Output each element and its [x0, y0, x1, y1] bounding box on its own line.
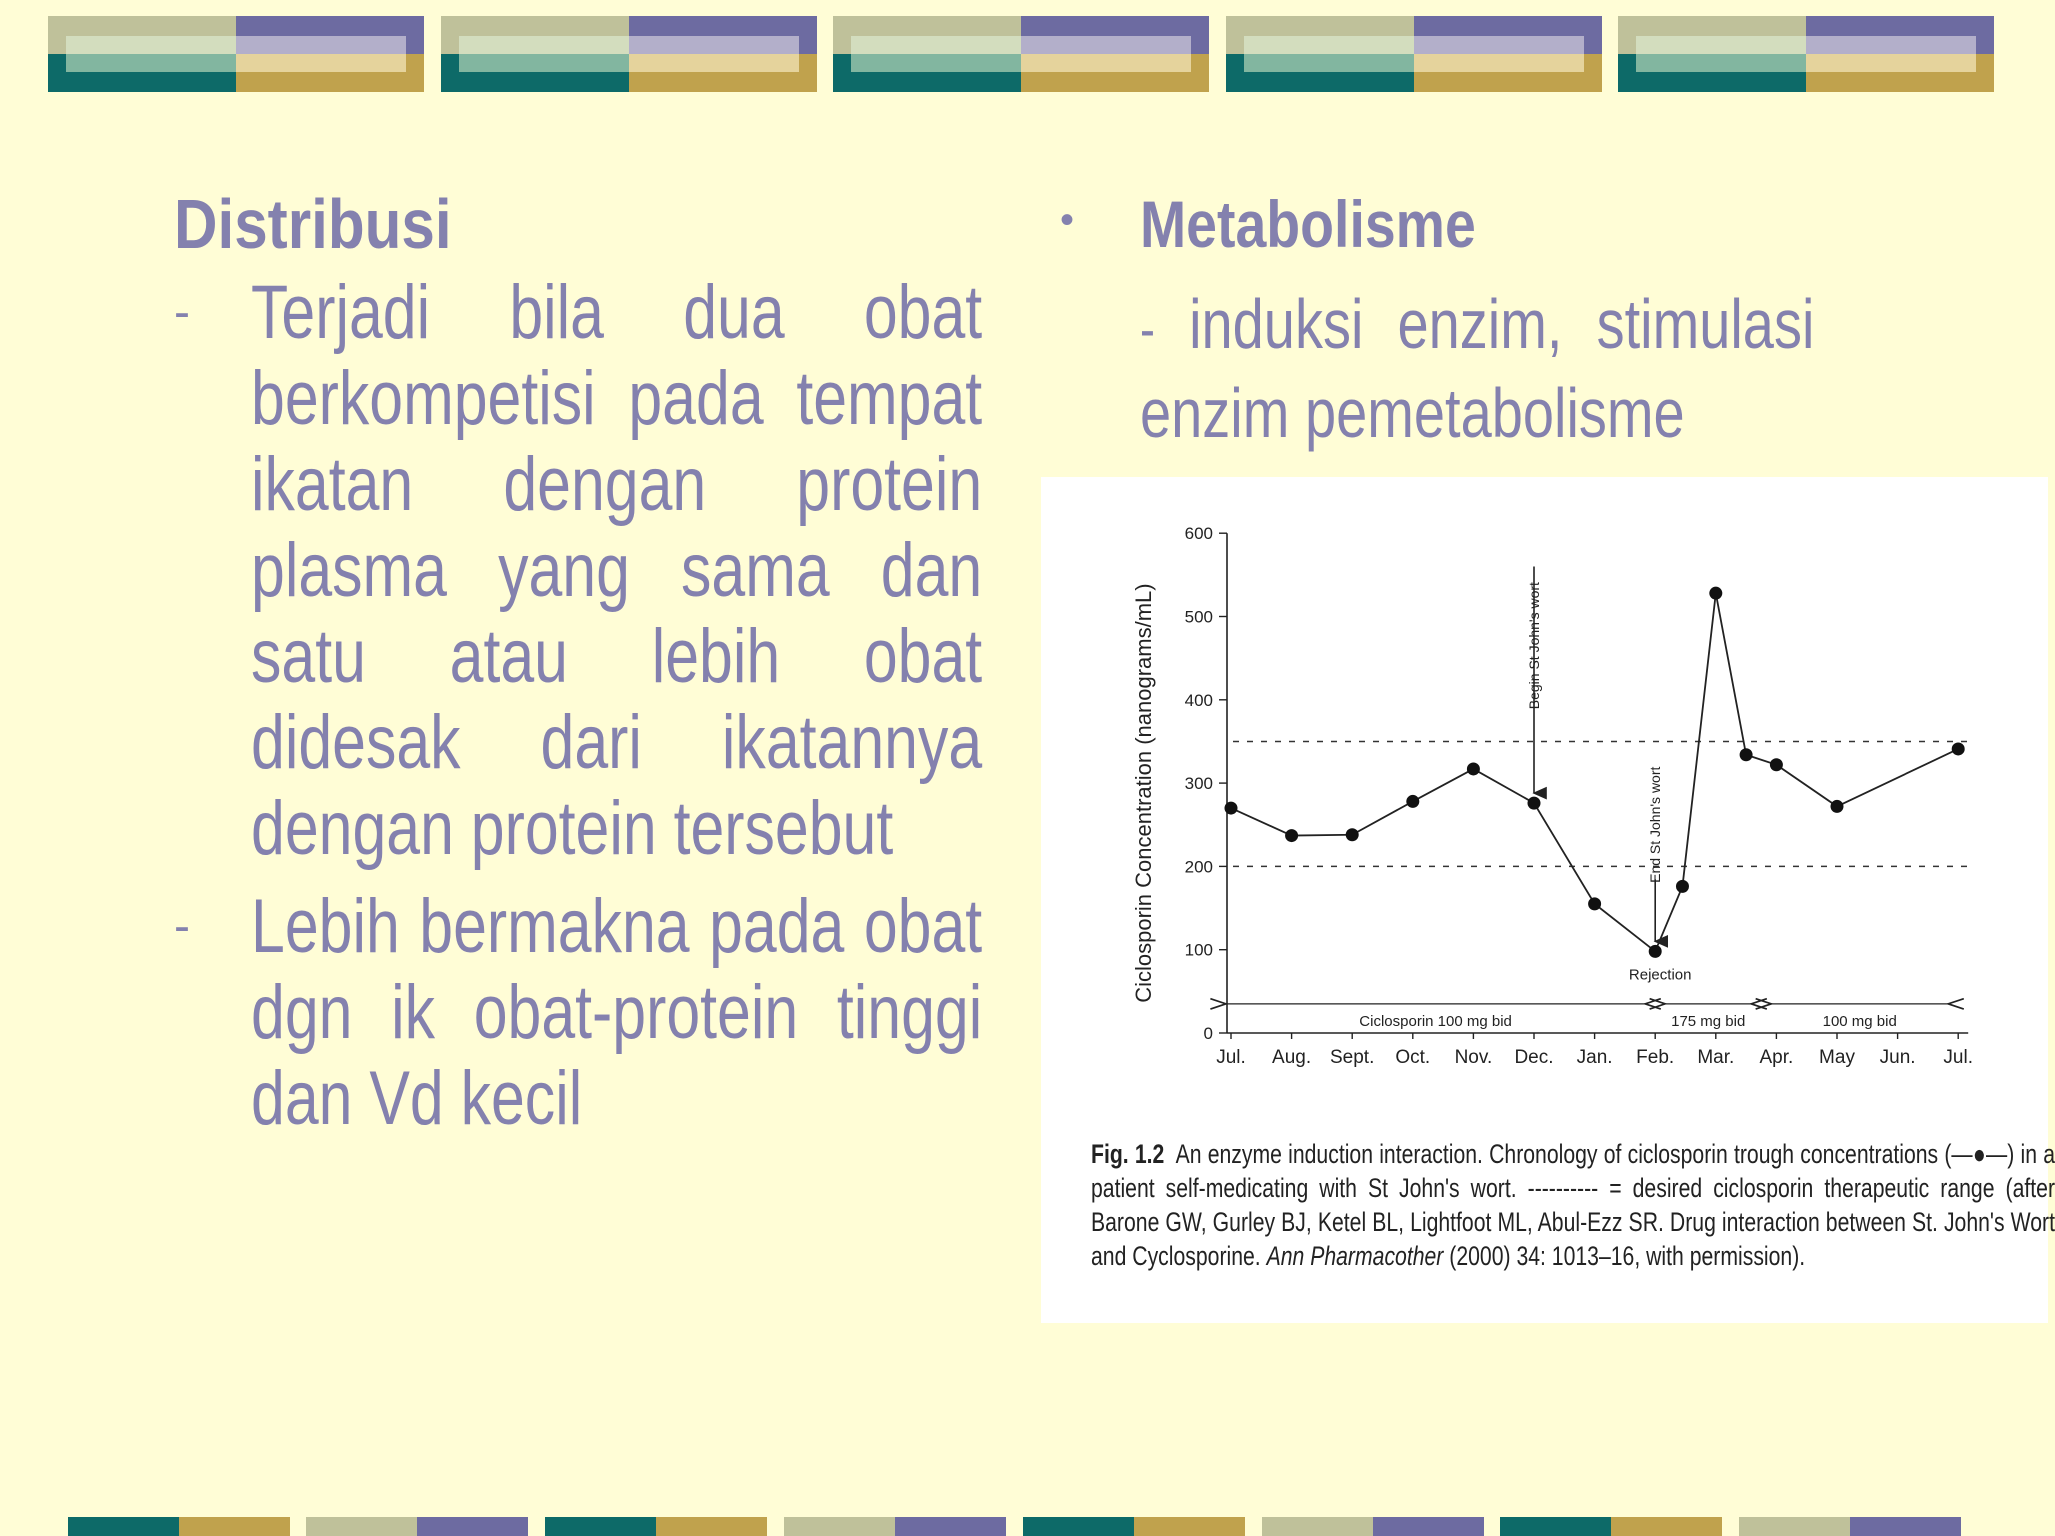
footer-segment — [179, 1517, 290, 1536]
footer-segment — [1373, 1517, 1484, 1536]
dose-period-label: Ciclosporin 100 mg bid — [1359, 1012, 1512, 1030]
header-tile — [1226, 16, 1602, 92]
distribution-heading: Distribusi — [174, 185, 452, 263]
distribution-section — [174, 178, 984, 1142]
y-tick-label: 600 — [1184, 524, 1213, 544]
dose-period-label: 175 mg bid — [1671, 1012, 1746, 1030]
data-point — [1467, 762, 1480, 775]
x-tick-label: Jun. — [1879, 1047, 1916, 1068]
footer-segment — [656, 1517, 767, 1536]
x-tick-label: Oct. — [1395, 1047, 1431, 1068]
caption-text-2: ) in a patient self-medicating with St John's wort. ---------- = desired ciclosporin therapeutic range (after Barone GW, Gurley BJ, Ketel BL, Lightfoot ML, Abul-Ezz SR. Drug interaction between St. John's Wort and Cyclosporine. — [1091, 1139, 2055, 1271]
footer-segment — [784, 1517, 895, 1536]
caption-label: Fig. 1.2 — [1091, 1139, 1165, 1169]
y-tick-label: 100 — [1184, 940, 1213, 960]
y-tick-label: 500 — [1184, 607, 1213, 627]
x-tick-label: Jul. — [1943, 1047, 1973, 1068]
data-point — [1346, 828, 1359, 841]
figure-panel — [1041, 477, 2055, 1323]
bullet-text: Lebih bermakna pada obat dgn ik obat-protein tinggi dan Vd kecil — [251, 884, 983, 1141]
data-point — [1528, 797, 1541, 810]
footer-segment — [1611, 1517, 1722, 1536]
x-tick-label: Mar. — [1697, 1047, 1735, 1068]
bullet-dash: - — [174, 286, 190, 339]
footer-segment — [1262, 1517, 1373, 1536]
data-point — [1225, 802, 1238, 815]
x-tick-label: Apr. — [1759, 1047, 1794, 1068]
data-point — [1740, 748, 1753, 761]
footer-segment — [1023, 1517, 1134, 1536]
data-point — [1406, 795, 1419, 808]
header-tile — [1618, 16, 1994, 92]
metabolism-description: induksi enzim, stimulasi enzim pemetabolisme — [1140, 285, 1815, 452]
data-point — [1285, 829, 1298, 842]
x-tick-label: Dec. — [1514, 1047, 1554, 1068]
header-tile — [441, 16, 817, 92]
caption-journal: Ann Pharmacother — [1266, 1241, 1444, 1271]
bullet-item — [174, 270, 984, 872]
metabolism-heading: Metabolisme — [1140, 187, 1476, 261]
begin-annotation: Begin St John's wort — [1526, 582, 1542, 710]
footer-segment — [545, 1517, 656, 1536]
dose-period-label: 100 mg bid — [1822, 1012, 1897, 1030]
header-tile — [833, 16, 1209, 92]
rejection-label: Rejection — [1628, 966, 1692, 984]
data-point — [1709, 587, 1722, 600]
data-point — [1770, 758, 1783, 771]
footer-segment — [895, 1517, 1006, 1536]
footer-segment — [1850, 1517, 1961, 1536]
data-point — [1831, 800, 1844, 813]
x-tick-label: Sept. — [1330, 1047, 1375, 1068]
footer-segment — [1134, 1517, 1245, 1536]
footer-segment — [306, 1517, 417, 1536]
legend-line-dot-icon: —●— — [1951, 1139, 2008, 1169]
data-point — [1649, 945, 1662, 958]
y-axis-label: Ciclosporin Concentration (nanograms/mL) — [1131, 583, 1156, 1003]
bullet-dot: • — [1060, 198, 1075, 242]
metabolism-dash: - — [1140, 297, 1155, 360]
data-point — [1676, 880, 1689, 893]
data-point — [1952, 742, 1965, 755]
footer-segment — [1500, 1517, 1611, 1536]
x-tick-label: Jan. — [1576, 1047, 1613, 1068]
top-decoration — [0, 0, 2048, 100]
figure-caption — [1091, 1137, 2055, 1273]
x-tick-label: Jul. — [1216, 1047, 1246, 1068]
footer-segment — [68, 1517, 179, 1536]
x-tick-label: May — [1819, 1047, 1855, 1068]
caption-text-1: An enzyme induction interaction. Chronology of ciclosporin trough concentrations ( — [1175, 1139, 1952, 1169]
bullet-text: Terjadi bila dua obat berkompetisi pada tempat ikatan dengan protein plasma yang sama dan satu atau lebih obat didesak dari ikatannya dengan protein tersebut — [251, 270, 983, 871]
x-tick-label: Feb. — [1636, 1047, 1675, 1068]
y-tick-label: 200 — [1184, 857, 1213, 877]
footer-segment — [1739, 1517, 1850, 1536]
header-tile — [48, 16, 424, 92]
bottom-decoration — [0, 1517, 2048, 1536]
x-tick-label: Nov. — [1454, 1047, 1493, 1068]
end-annotation: End St John's wort — [1647, 766, 1664, 883]
bullet-dash: - — [174, 900, 190, 953]
footer-segment — [417, 1517, 528, 1536]
data-point — [1588, 897, 1601, 910]
ciclosporin-chart — [1041, 477, 2048, 1127]
y-tick-label: 400 — [1184, 690, 1213, 710]
y-tick-label: 0 — [1203, 1024, 1213, 1043]
y-tick-label: 300 — [1184, 774, 1213, 794]
metabolism-text — [1140, 282, 1814, 455]
bullet-item — [174, 884, 984, 1142]
caption-text-3: (2000) 34: 1013–16, with permission). — [1449, 1241, 1806, 1271]
x-tick-label: Aug. — [1272, 1047, 1312, 1068]
